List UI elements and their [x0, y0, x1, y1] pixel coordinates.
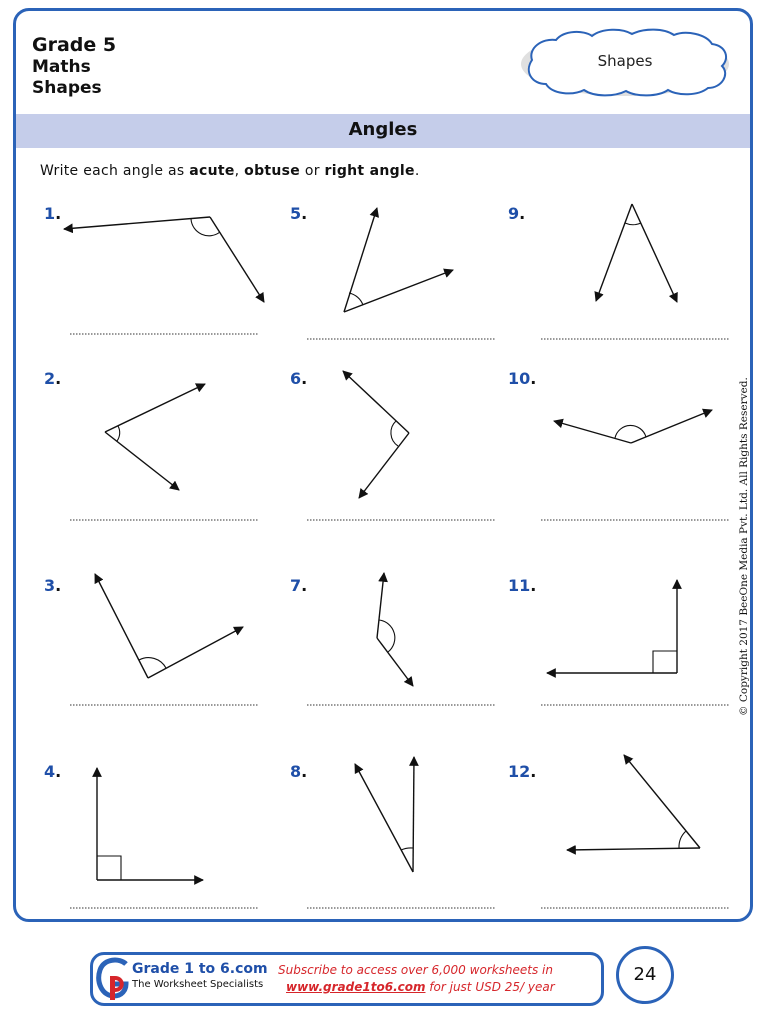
topic-label: Shapes	[32, 78, 102, 98]
question-number: 9.	[508, 204, 526, 223]
question-number: 10.	[508, 369, 537, 388]
subscribe-line-2	[286, 980, 555, 994]
subscribe-line-1: Subscribe to access over 6,000 worksheets in	[278, 963, 553, 977]
angle-9-figure	[596, 204, 677, 302]
question-number: 6.	[290, 369, 308, 388]
instruction-sep: or	[300, 163, 325, 179]
term-acute: acute	[189, 163, 235, 179]
question-number: 2.	[44, 369, 62, 388]
angle-10-figure	[554, 410, 712, 443]
subscribe-price: for just USD 25/ year	[425, 980, 555, 994]
angle-4-figure	[97, 768, 203, 880]
question-number: 5.	[290, 204, 308, 223]
question-number: 3.	[44, 576, 62, 595]
question-number: 7.	[290, 576, 308, 595]
question-number: 11.	[508, 576, 537, 595]
term-right-angle: right angle	[324, 163, 415, 179]
brand-name: Grade 1 to 6.com	[132, 961, 268, 977]
angle-11-figure	[547, 580, 677, 673]
angle-1-figure	[64, 217, 264, 302]
grade-label: Grade 5	[32, 34, 117, 56]
question-number: 1.	[44, 204, 62, 223]
question-number: 8.	[290, 762, 308, 781]
answer-lines	[70, 334, 730, 908]
section-title: Angles	[348, 119, 418, 140]
angle-3-figure	[95, 574, 243, 678]
cloud-label: Shapes	[597, 52, 653, 70]
instruction-prefix: Write each angle as	[40, 163, 190, 179]
angle-7-figure	[377, 573, 413, 686]
angle-2-figure	[105, 384, 205, 490]
angle-5-figure	[344, 208, 453, 312]
instruction-sep: ,	[234, 163, 245, 179]
question-number: 12.	[508, 762, 537, 781]
term-obtuse: obtuse	[244, 163, 301, 179]
angle-6-figure	[343, 371, 409, 498]
angle-12-figure	[567, 755, 700, 850]
instruction-suffix: .	[414, 163, 420, 179]
subscribe-link[interactable]: www.grade1to6.com	[286, 980, 426, 994]
question-number: 4.	[44, 762, 62, 781]
copyright-notice: © Copyright 2017 BeeOne Media Pvt. Ltd. All Rights Reserved.	[738, 377, 750, 716]
brand-logo-icon	[96, 956, 132, 1002]
subject-label: Maths	[32, 57, 91, 77]
brand-tagline: The Worksheet Specialists	[132, 979, 264, 990]
page-number: 24	[616, 946, 674, 1004]
angle-8-figure	[355, 757, 414, 872]
